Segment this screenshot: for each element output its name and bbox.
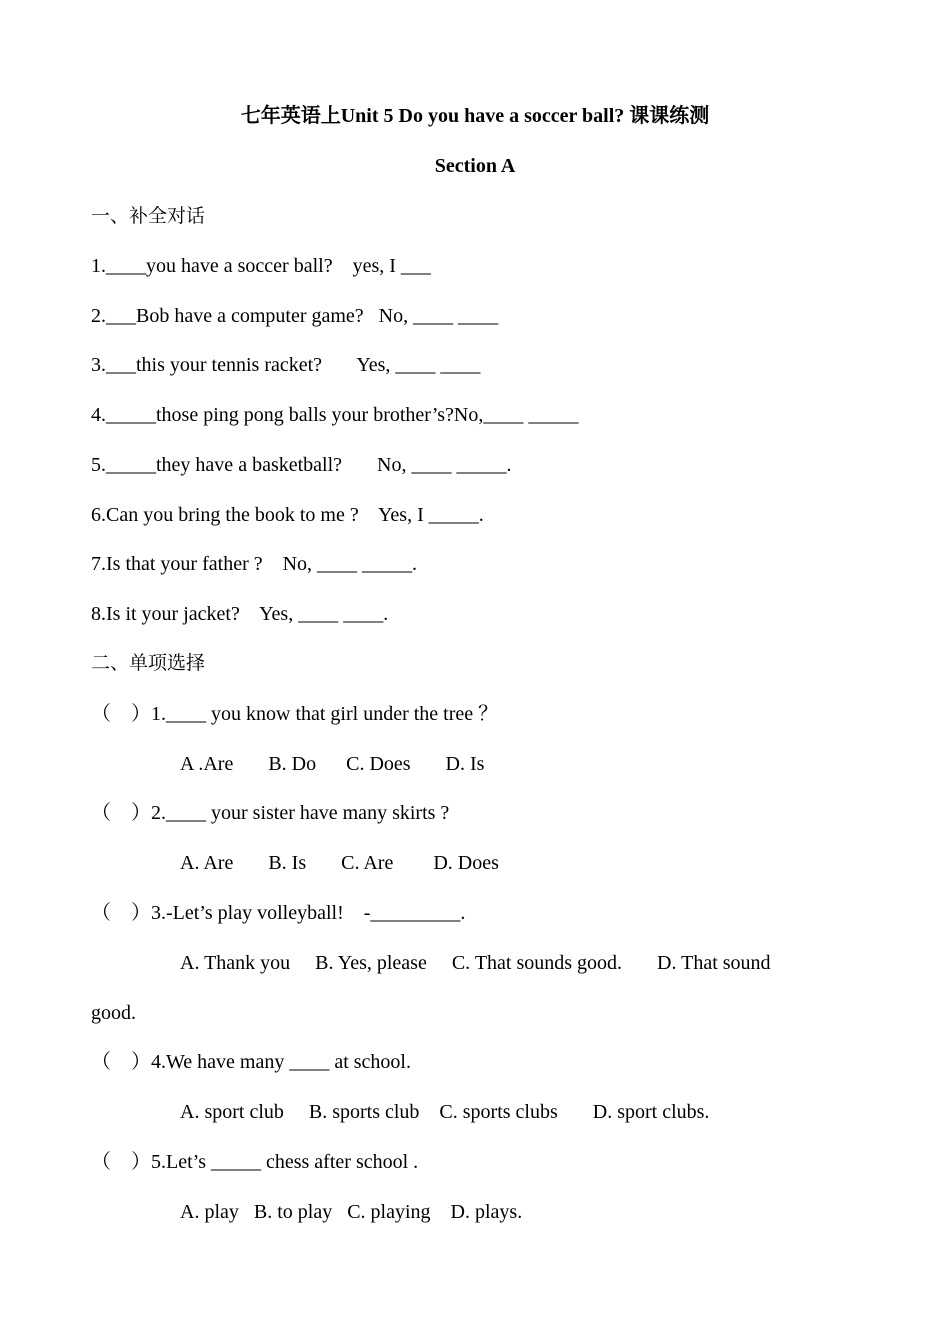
question-options: A. Thank you B. Yes, please C. That sounds good. D. That sound bbox=[180, 952, 771, 974]
dialogue-item: 1.____you have a soccer ball? yes, I ___ bbox=[91, 255, 431, 277]
dialogue-item: 6.Can you bring the book to me ? Yes, I _____. bbox=[91, 504, 484, 526]
question-options: A .Are B. Do C. Does D. Is bbox=[180, 753, 485, 775]
question-options-continuation: good. bbox=[91, 1002, 136, 1024]
dialogue-item: 7.Is that your father ? No, ____ _____. bbox=[91, 553, 418, 575]
question-stem: （ ）2.____ your sister have many skirts ? bbox=[91, 802, 450, 824]
dialogue-item: 2.___Bob have a computer game? No, ____ ____ bbox=[91, 305, 499, 327]
section-heading: Section A bbox=[434, 155, 516, 177]
dialogue-item: 5._____they have a basketball? No, ____ _____. bbox=[91, 454, 512, 476]
document-title: 七年英语上Unit 5 Do you have a soccer ball? 课课练测 bbox=[240, 105, 710, 127]
question-stem: （ ）5.Let’s _____ chess after school . bbox=[91, 1151, 419, 1173]
question-options: A. play B. to play C. playing D. plays. bbox=[180, 1201, 523, 1223]
question-stem: （ ）3.-Let’s play volleyball! -_________. bbox=[91, 902, 466, 924]
question-stem: （ ）1.____ you know that girl under the tree ？ bbox=[91, 703, 499, 725]
question-stem: （ ）4.We have many ____ at school. bbox=[91, 1051, 411, 1073]
dialogue-item: 3.___this your tennis racket? Yes, ____ ____ bbox=[91, 354, 481, 376]
dialogue-item: 8.Is it your jacket? Yes, ____ ____. bbox=[91, 603, 389, 625]
part1-heading: 一、补全对话 bbox=[91, 205, 206, 227]
question-options: A. sport club B. sports club C. sports clubs D. sport clubs. bbox=[180, 1101, 710, 1123]
question-options: A. Are B. Is C. Are D. Does bbox=[180, 852, 499, 874]
dialogue-item: 4._____those ping pong balls your brother’s?No,____ _____ bbox=[91, 404, 579, 426]
part2-heading: 二、单项选择 bbox=[91, 652, 206, 674]
